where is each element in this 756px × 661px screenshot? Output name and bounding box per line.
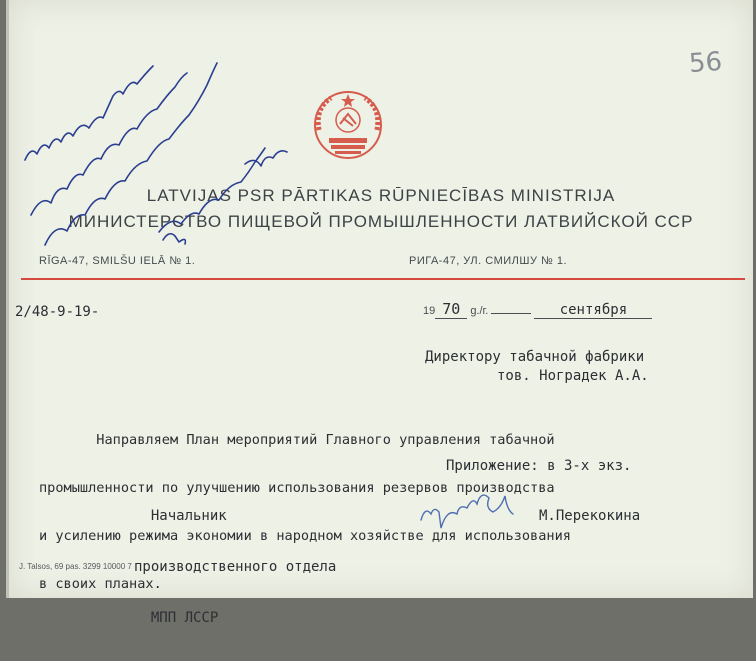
date-line [423,300,652,319]
address-latvian: RĪGA-47, SMILŠU IELĀ № 1. [39,255,196,267]
year-suffix: g./г. [470,305,489,317]
body-line: в своих планах. [39,576,162,592]
address-russian: РИГА-47, УЛ. СМИЛШУ № 1. [409,255,568,267]
signature-block [134,474,336,661]
addressee [425,348,649,386]
addressee-line2: тов. Ноградек А.А. [497,368,649,384]
ministry-name-latvian: LATVIJAS PSR PĀRTIKAS RŪPNIECĪBAS MINISTRIJA [146,186,616,205]
document-page [6,0,753,626]
letterhead-divider [21,278,745,280]
attachment-note: Приложение: в 3-х экз. [446,458,632,474]
ministry-name-russian: МИНИСТЕРСТВО ПИЩЕВОЙ ПРОМЫШЛЕННОСТИ ЛАТВИЙСКОЙ ССР [68,212,694,231]
body-line: и усилению режима экономии в народном хозяйстве для использования [39,528,571,544]
year-value: 70 [435,300,467,319]
addressee-line1: Директору табачной фабрики [425,349,645,365]
sig-department: производственного отдела [134,559,337,575]
sig-title: Начальник [134,508,227,524]
body-line: Направляем План мероприятий Главного управления табачной [39,432,555,448]
state-emblem-icon [309,86,387,164]
print-footer: J. Talsos, 69 pas. 3299 10000 7 [19,562,132,571]
signer-name: М.Перекокина [539,508,641,524]
day-value [491,313,531,314]
reference-number: 2/48-9-19- [15,304,100,320]
month-value: сентября [534,302,652,319]
sig-ministry: МПП ЛССР [134,610,219,626]
page-number: 56 [687,46,724,80]
body-line: промышленности по улучшению использования резервов производства [39,480,555,496]
year-prefix: 19 [423,305,436,317]
